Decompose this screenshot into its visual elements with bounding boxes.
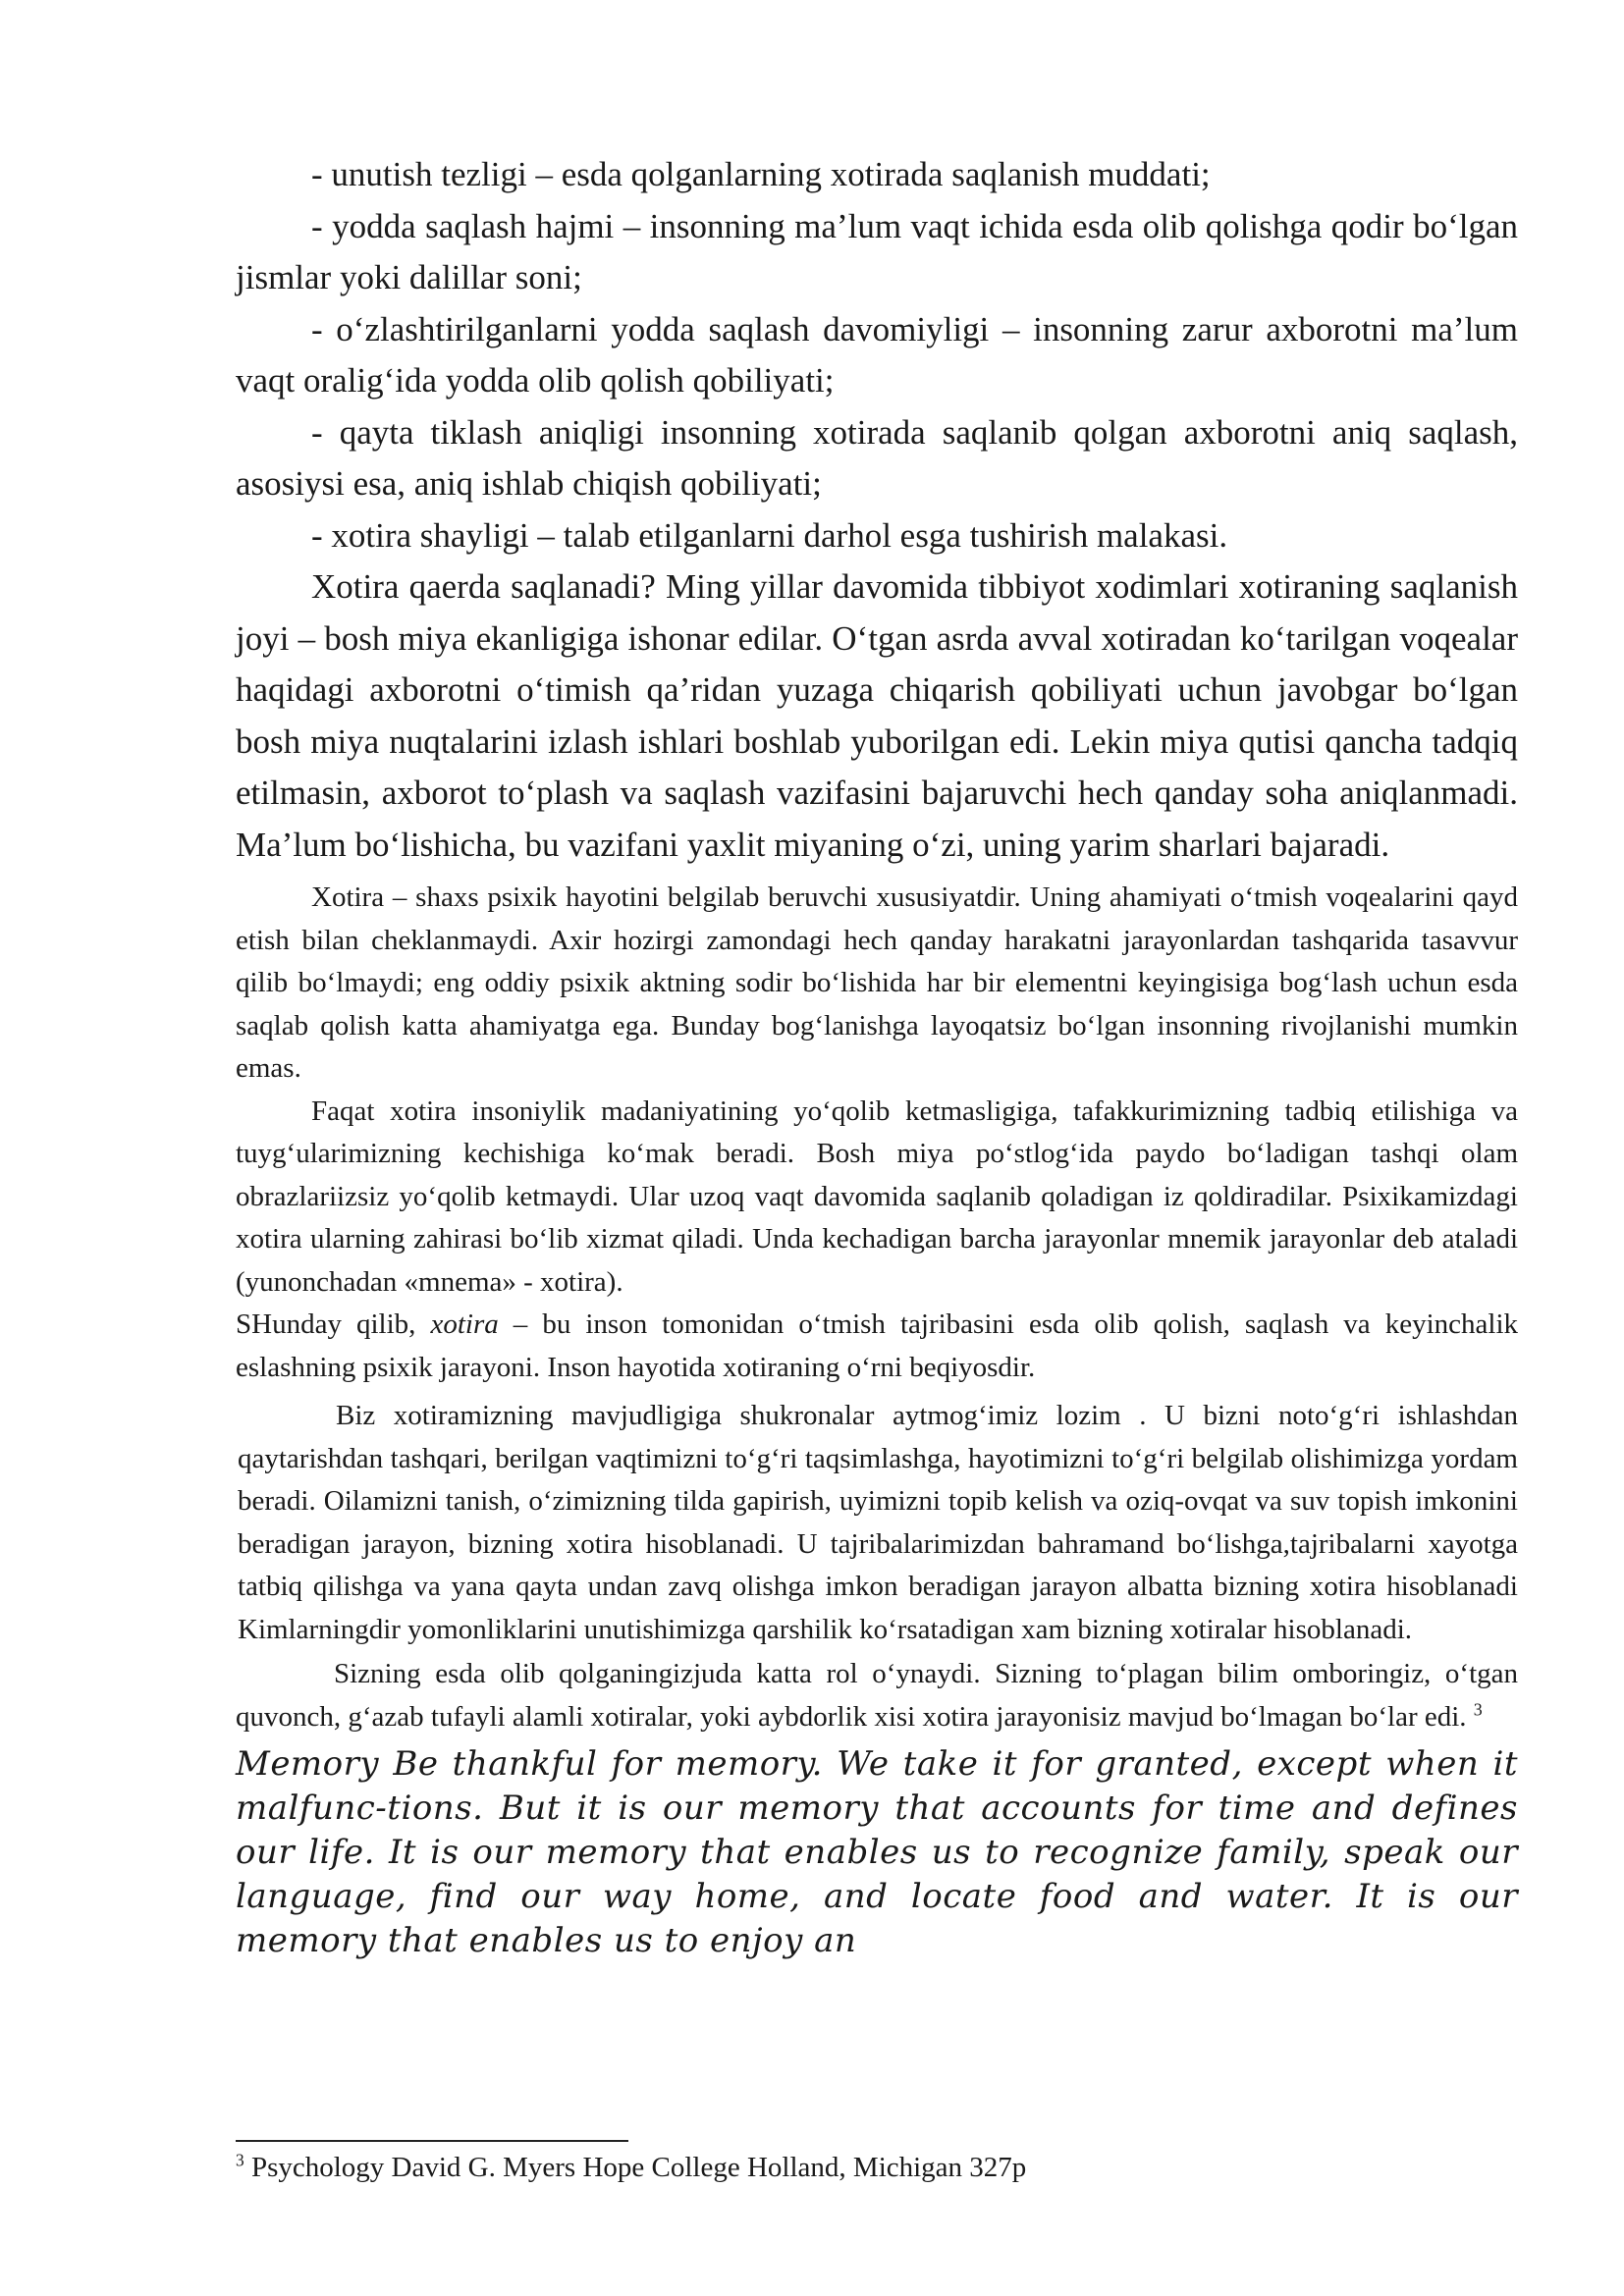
footnote <box>236 2148 1518 2187</box>
bullet-recall-accuracy: - qayta tiklash aniqligi insonning xotirada saqlanib qolgan axborotni aniq saqlash, asosiysi esa, aniq ishlab chiqish qobiliyati; <box>236 412 1518 503</box>
definition-lead: SHunday qilib, <box>236 1308 431 1340</box>
paragraph-only-memory: Faqat xotira insoniylik madaniyatining yo‘qolib ketmasligiga, tafakkurimizning tadbiq etilishiga va tuyg‘ularimizning kechishiga ko‘mak beradi. Bosh miya po‘stlog‘ida paydo bo‘ladigan tashqi olam obrazlariizsiz yo‘qolib ketmaydi. Ular uzoq vaqt davomida saqlanib qoladigan iz qoldiradilar. Psixikamizdagi xotira ularning zahirasi bo‘lib xizmat qiladi. Unda kechadigan barcha jarayonlar mnemik jarayonlar deb ataladi (yunonchadan «mnema» - xotira). <box>236 1095 1518 1298</box>
bullet-forgetting-speed: - unutish tezligi – esda qolganlarning xotirada saqlanish muddati; <box>311 155 1211 193</box>
footnote-separator <box>236 2140 628 2142</box>
page-body <box>236 149 1518 1963</box>
footnote-reference: 3 <box>1473 1698 1483 1719</box>
bullet-retention-duration: - o‘zlashtirilganlarni yodda saqlash davomiyligi – insonning zarur axborotni ma’lum vaqt oralig‘ida yodda olib qolish qobiliyati; <box>236 309 1518 400</box>
paragraph-memory-definition <box>236 1304 1518 1389</box>
paragraph-memory-trait: Xotira – shaxs psixik hayotini belgilab beruvchi xususiyatdir. Uning ahamiyati o‘tmish voqealarini qayd etish bilan cheklanmaydi. Axir hozirgi zamondagi hech qanday harakatni jarayonlardan tashqarida tasavvur qilib bo‘lmaydi; eng oddiy psixik aktning sodir bo‘lishida har bir elementni keyingisiga bog‘lash uchun esda saqlab qolish katta ahamiyatga ega. Bunday bog‘lanishga layoqatsiz bo‘lgan insonning rivojlanishi mumkin emas. <box>236 881 1518 1084</box>
memory-role-text: Sizning esda olib qolganingizjuda katta rol o‘ynaydi. Sizning to‘plagan bilim omboringiz, o‘tgan quvonch, g‘azab tufayli alamli xotiralar, yoki aybdorlik xisi xotira jarayonisiz mavjud bo‘lmagan bo‘lar edi. <box>236 1658 1518 1733</box>
definition-rest: – bu inson tomonidan o‘tmish tajribasini esda olib qolish, saqlash va keyinchalik eslashning psixik jarayoni. Inson hayotida xotiraning o‘rni beqiyosdir. <box>236 1308 1518 1383</box>
definition-term: xotira <box>430 1308 499 1340</box>
footnote-marker: 3 <box>236 2150 244 2170</box>
bullet-memory-volume: - yodda saqlash hajmi – insonning ma’lum vaqt ichida esda olib qolishga qodir bo‘lgan jismlar yoki dalillar soni; <box>236 206 1518 296</box>
paragraph-be-thankful: Biz xotiramizning mavjudligiga shukronalar aytmog‘imiz lozim . U bizni noto‘g‘ri ishlashdan qaytarishdan tashqari, berilgan vaqtimizni to‘g‘ri taqsimlashga, hayotimizni to‘g‘ri belgilab olishimizga yordam beradi. Oilamizni tanish, o‘zimizning tilda gapirish, uyimizni topib kelish va oziq-ovqat va suv topish imkonini beradigan jarayon, bizning xotira hisoblanadi. U tajribalarimizdan bahramand bo‘lishga,tajribalarni xayotga tatbiq qilishga va yana qayta undan zavq olishga imkon beradigan jarayon albatta bizning xotira hisoblanadi Kimlarningdir yomonliklarini unutishimizga qarshilik ko‘rsatadigan xam bizning xotiralar hisoblanadi. <box>238 1400 1518 1645</box>
paragraph-where-memory-stored: Xotira qaerda saqlanadi? Ming yillar davomida tibbiyot xodimlari xotiraning saqlanish joyi – bosh miya ekanligiga ishonar edilar. O‘tgan asrda avval xotiradan ko‘tarilgan voqealar haqidagi axborotni o‘timish qa’ridan yuzaga chiqarish qobiliyati uchun javobgar bo‘lgan bosh miya nuqtalarini izlash ishlari boshlab yuborilgan edi. Lekin miya qutisi qancha tadqiq etilmasin, axborot to‘plash va saqlash vazifasini bajaruvchi hech qanday soha aniqlanmadi. Ma’lum bo‘lishicha, bu vazifani yaxlit miyaning o‘zi, uning yarim sharlari bajaradi. <box>236 567 1518 864</box>
footnote-text: Psychology David G. Myers Hope College Holland, Michigan 327p <box>244 2152 1027 2183</box>
english-quote: Memory Be thankful for memory. We take it for granted, except when it malfunc-tions. But it is our memory that accounts for time and defines our life. It is our memory that enables us to recognize family, speak our language, find our way home, and locate food and water. It is our memory that enables us to enjoy an <box>236 1744 1518 1960</box>
paragraph-memory-role <box>236 1653 1518 1738</box>
bullet-memory-readiness: - xotira shayligi – talab etilganlarni darhol esga tushirish malakasi. <box>311 515 1228 555</box>
